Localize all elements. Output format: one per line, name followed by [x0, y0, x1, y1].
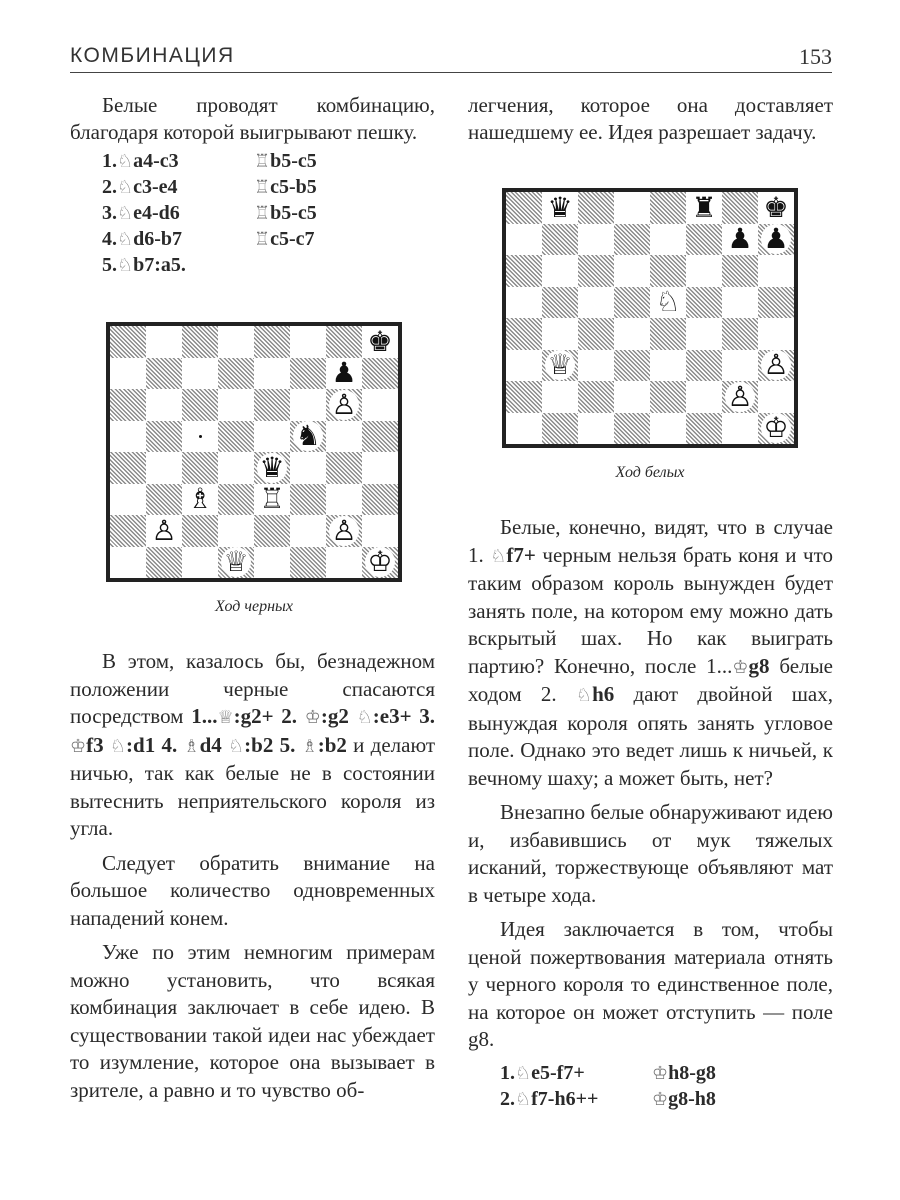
square-c8: [578, 192, 614, 224]
right-column-lower: [468, 514, 833, 1112]
square-c8: [182, 326, 218, 358]
square-h2: [758, 381, 794, 413]
square-e5: [254, 421, 290, 453]
white-queen-icon: ♕: [221, 547, 251, 577]
white-queen-icon: ♕: [545, 350, 575, 380]
square-e4: [650, 318, 686, 350]
marker-dot: [199, 435, 202, 438]
square-c2: [182, 515, 218, 547]
white-pawn-icon: ♙: [329, 390, 359, 420]
square-e1: [254, 547, 290, 579]
square-b3: [146, 484, 182, 516]
white-pawn-icon: ♙: [149, 516, 179, 546]
square-h7: [758, 224, 794, 256]
square-c5: [182, 421, 218, 453]
square-g5: [722, 287, 758, 319]
square-f4: [686, 318, 722, 350]
square-c7: [182, 358, 218, 390]
square-e2: [650, 381, 686, 413]
knight-icon: ♘: [117, 229, 134, 250]
black-queen-icon: ♛: [257, 453, 287, 483]
square-h4: [758, 318, 794, 350]
square-g7: [326, 358, 362, 390]
square-c1: [182, 547, 218, 579]
header-rule: [70, 72, 832, 73]
square-g2: [326, 515, 362, 547]
square-c4: [578, 318, 614, 350]
square-g6: [722, 255, 758, 287]
black-rook-icon: ♜: [689, 193, 719, 223]
knight-icon: ♘: [515, 1088, 532, 1110]
square-c2: [578, 381, 614, 413]
white-knight-icon: ♘: [653, 287, 683, 317]
square-a6: [110, 389, 146, 421]
square-a3: [506, 350, 542, 382]
square-b8: [542, 192, 578, 224]
black-knight-icon: ♞: [293, 421, 323, 451]
black-pawn-icon: ♟: [761, 224, 791, 254]
square-b6: [146, 389, 182, 421]
square-b1: [146, 547, 182, 579]
square-f8: [686, 192, 722, 224]
move-row: 5.♘b7:a5.: [102, 254, 186, 276]
square-a6: [506, 255, 542, 287]
square-h1: [758, 413, 794, 445]
diagram-2-caption: Ход белых: [615, 464, 685, 481]
square-b6: [542, 255, 578, 287]
square-d4: [218, 452, 254, 484]
square-d3: [614, 350, 650, 382]
square-b3: [542, 350, 578, 382]
square-h3: [362, 484, 398, 516]
king-icon: ♔: [652, 1088, 669, 1110]
queen-icon: ♕: [217, 707, 234, 728]
square-h4: [362, 452, 398, 484]
chess-diagram-2: [502, 188, 798, 448]
square-f7: [686, 224, 722, 256]
square-c7: [578, 224, 614, 256]
square-a4: [506, 318, 542, 350]
square-d5: [218, 421, 254, 453]
knight-icon: ♘: [117, 177, 134, 198]
white-pawn-icon: ♙: [761, 350, 791, 380]
square-f7: [290, 358, 326, 390]
square-f6: [686, 255, 722, 287]
knight-icon: ♘: [575, 685, 593, 706]
square-f2: [290, 515, 326, 547]
square-g1: [722, 413, 758, 445]
square-e4: [254, 452, 290, 484]
knight-icon: ♘: [117, 203, 134, 224]
knight-icon: ♘: [490, 545, 507, 567]
knight-icon: ♘: [117, 255, 134, 276]
square-e6: [254, 389, 290, 421]
square-g2: [722, 381, 758, 413]
paragraph-stalemate: В этом, казалось бы, безнадежном положении черные спасаются посредством 1...♕:g2+ 2. ♔:g2 ♘:e3+ 3. ♔f3 ♘:d1 4. ♗d4 ♘:b2 5. ♗:b2 и делают ничью, так как белые не в состоянии вытеснить неприятельского короля из угла.: [70, 649, 436, 840]
rook-icon: ♖: [254, 151, 271, 172]
square-a7: [506, 224, 542, 256]
square-h2: [362, 515, 398, 547]
running-head: КОМБИНАЦИЯ: [70, 44, 235, 67]
square-f3: [686, 350, 722, 382]
square-b4: [542, 318, 578, 350]
square-h8: [758, 192, 794, 224]
paragraph-idea: Уже по этим немногим примерам можно установить, что всякая комбинация заключает в себе идею. В существовании такой идеи нас убеждает то изумление, которое она вызывает в зрителе, а равно и то чувство об-: [70, 940, 435, 1102]
square-g5: [326, 421, 362, 453]
square-d4: [614, 318, 650, 350]
paragraph-continuation: легчения, которое она доставляет нашедшему ее. Идея разрешает задачу.: [468, 93, 833, 144]
move-row: 4.♘d6-b7 ♖c5-c7: [102, 228, 315, 250]
square-c3: [578, 350, 614, 382]
square-f5: [686, 287, 722, 319]
rook-icon: ♖: [254, 203, 271, 224]
square-d1: [218, 547, 254, 579]
white-pawn-icon: ♙: [725, 382, 755, 412]
square-e3: [650, 350, 686, 382]
square-b5: [146, 421, 182, 453]
move-row: 2.♘c3-e4 ♖c5-b5: [102, 176, 317, 198]
square-h1: [362, 547, 398, 579]
square-e8: [650, 192, 686, 224]
square-d1: [614, 413, 650, 445]
black-king-icon: ♚: [761, 193, 791, 223]
move-row: 3.♘e4-d6 ♖b5-c5: [102, 202, 317, 224]
black-queen-icon: ♛: [545, 193, 575, 223]
move-row: 1.♘a4-c3 ♖b5-c5: [102, 150, 317, 172]
square-e6: [650, 255, 686, 287]
square-c5: [578, 287, 614, 319]
paragraph-white-sees: Белые, конечно, видят, что в случае 1. ♘f7+ черным нельзя брать коня и что таким образом король вынужден будет занять поле, на котором ему можно дать вскрытый шах. Но как выиграть партию? Конечно, после 1...♔g8 белые ходом 2. ♘h6 дают двойной шах, вынуждая короля опять занять угловое поле. Однако это ведет лишь к ничьей, к вечному шаху; а может быть, нет?: [468, 515, 834, 790]
page-number: 153: [799, 44, 832, 69]
square-c1: [578, 413, 614, 445]
square-c6: [578, 255, 614, 287]
square-a1: [506, 413, 542, 445]
paragraph-knight-attacks: Следует обратить внимание на большое количество одновременных нападений конем.: [70, 850, 435, 930]
white-king-icon: ♔: [761, 413, 791, 443]
rook-icon: ♖: [254, 177, 271, 198]
square-e7: [650, 224, 686, 256]
square-a5: [110, 421, 146, 453]
king-icon: ♔: [70, 735, 87, 757]
white-rook-icon: ♖: [257, 484, 287, 514]
intro-paragraph: Белые проводят комбинацию, благодаря которой выигрывают пешку.: [70, 93, 435, 144]
square-h6: [758, 255, 794, 287]
square-f6: [290, 389, 326, 421]
square-g1: [326, 547, 362, 579]
square-b2: [146, 515, 182, 547]
move-list-2: [500, 1060, 833, 1112]
white-pawn-icon: ♙: [329, 516, 359, 546]
square-h7: [362, 358, 398, 390]
move-row: 2.♘f7-h6++ ♔g8-h8: [500, 1087, 716, 1110]
left-column-lower: [70, 648, 435, 1104]
square-e1: [650, 413, 686, 445]
square-d5: [614, 287, 650, 319]
square-c3: [182, 484, 218, 516]
move-list-1: [102, 148, 435, 278]
square-f1: [290, 547, 326, 579]
square-d7: [614, 224, 650, 256]
square-a2: [506, 381, 542, 413]
diagram-1-caption: Ход черных: [215, 598, 293, 615]
square-g8: [722, 192, 758, 224]
square-e2: [254, 515, 290, 547]
rook-icon: ♖: [254, 229, 271, 250]
square-d2: [218, 515, 254, 547]
king-icon: ♔: [732, 656, 749, 678]
square-a3: [110, 484, 146, 516]
black-pawn-icon: ♟: [329, 358, 359, 388]
square-e5: [650, 287, 686, 319]
square-b7: [542, 224, 578, 256]
white-king-icon: ♔: [365, 547, 395, 577]
square-a4: [110, 452, 146, 484]
bishop-icon: ♗: [183, 735, 200, 757]
square-f4: [290, 452, 326, 484]
square-g8: [326, 326, 362, 358]
square-g3: [722, 350, 758, 382]
black-pawn-icon: ♟: [725, 224, 755, 254]
king-icon: ♔: [652, 1062, 669, 1084]
square-d2: [614, 381, 650, 413]
square-e8: [254, 326, 290, 358]
square-g4: [722, 318, 758, 350]
square-f1: [686, 413, 722, 445]
square-h5: [362, 421, 398, 453]
square-f2: [686, 381, 722, 413]
square-d6: [218, 389, 254, 421]
king-icon: ♔: [304, 707, 321, 728]
square-b4: [146, 452, 182, 484]
square-d7: [218, 358, 254, 390]
square-b7: [146, 358, 182, 390]
left-column: [70, 92, 435, 278]
square-e7: [254, 358, 290, 390]
square-h6: [362, 389, 398, 421]
square-h5: [758, 287, 794, 319]
bishop-icon: ♗: [301, 735, 318, 757]
square-b8: [146, 326, 182, 358]
square-g6: [326, 389, 362, 421]
square-g3: [326, 484, 362, 516]
square-a2: [110, 515, 146, 547]
square-a8: [506, 192, 542, 224]
square-f5: [290, 421, 326, 453]
right-column: [468, 92, 833, 146]
knight-icon: ♘: [117, 151, 134, 172]
square-b5: [542, 287, 578, 319]
square-g4: [326, 452, 362, 484]
square-d8: [614, 192, 650, 224]
square-b2: [542, 381, 578, 413]
paragraph-sudden-idea: Внезапно белые обнаруживают идею и, избавившись от мук тяжелых исканий, торжествующе объявляют мат в четыре хода.: [468, 800, 833, 907]
white-bishop-icon: ♗: [185, 484, 215, 514]
knight-icon: ♘: [356, 707, 373, 728]
square-c6: [182, 389, 218, 421]
knight-icon: ♘: [515, 1062, 532, 1084]
chess-diagram-1: [106, 322, 402, 582]
square-h3: [758, 350, 794, 382]
square-c4: [182, 452, 218, 484]
square-h8: [362, 326, 398, 358]
square-d8: [218, 326, 254, 358]
black-king-icon: ♚: [365, 327, 395, 357]
square-a7: [110, 358, 146, 390]
square-a1: [110, 547, 146, 579]
knight-icon: ♘: [228, 735, 245, 757]
knight-icon: ♘: [109, 735, 127, 757]
square-f3: [290, 484, 326, 516]
square-d3: [218, 484, 254, 516]
square-e3: [254, 484, 290, 516]
square-b1: [542, 413, 578, 445]
square-a8: [110, 326, 146, 358]
square-f8: [290, 326, 326, 358]
paragraph-idea-sacrifice: Идея заключается в том, чтобы ценой пожертвования материала отнять у черного короля то единственное поле, на которое он может отступить — поле g8.: [468, 917, 833, 1051]
move-row: 1.♘e5-f7+ ♔h8-g8: [500, 1061, 716, 1084]
square-d6: [614, 255, 650, 287]
square-a5: [506, 287, 542, 319]
square-g7: [722, 224, 758, 256]
